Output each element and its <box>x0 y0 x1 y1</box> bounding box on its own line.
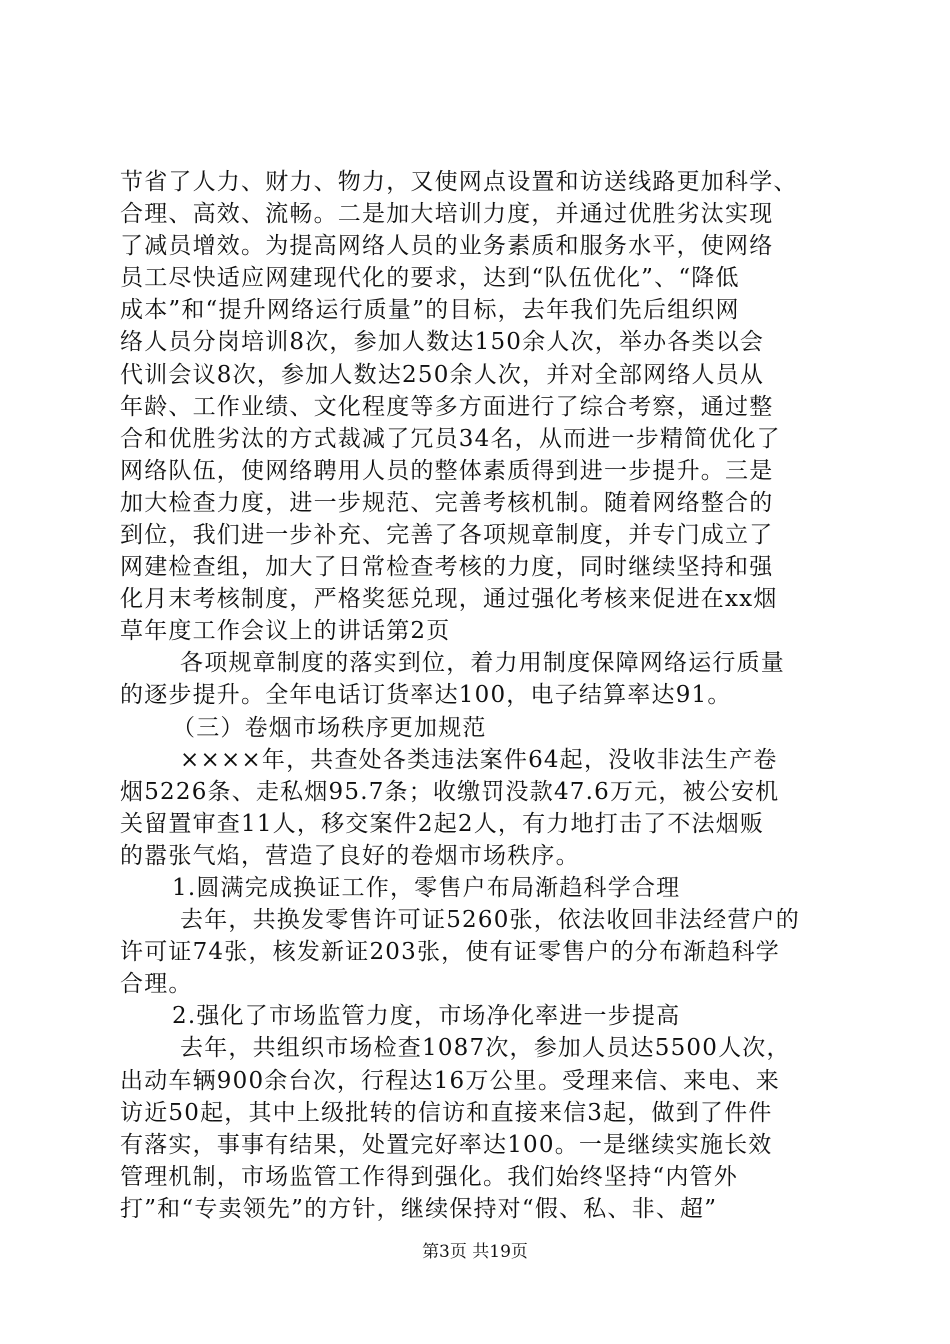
text-line: 合和优胜劣汰的方式裁减了冗员34名，从而进一步精简优化了 <box>120 426 781 452</box>
text-line: 去年，共换发零售许可证5260张，依法收回非法经营户的 <box>180 907 800 933</box>
text-line: 年龄、工作业绩、文化程度等多方面进行了综合考察，通过整 <box>120 394 774 420</box>
text-line: 有落实，事事有结果，处置完好率达100。一是继续实施长效 <box>120 1132 773 1158</box>
text-line: 节省了人力、财力、物力，又使网点设置和访送线路更加科学、 <box>120 169 798 195</box>
text-line: 访近50起，其中上级批转的信访和直接来信3起，做到了件件 <box>120 1100 773 1126</box>
text-line: 络人员分岗培训8次，参加人数达150余人次，举办各类以会 <box>120 329 765 355</box>
text-line: 关留置审查11人，移交案件2起2人，有力地打击了不法烟贩 <box>120 811 765 837</box>
text-line: 去年，共组织市场检查1087次，参加人员达5500人次， <box>180 1035 791 1061</box>
text-line: 管理机制，市场监管工作得到强化。我们始终坚持“内管外 <box>120 1164 738 1190</box>
text-line: 了减员增效。为提高网络人员的业务素质和服务水平，使网络 <box>120 233 774 259</box>
subsection-heading: 2.强化了市场监管力度，市场净化率进一步提高 <box>172 1003 681 1029</box>
text-line: 合理。 <box>120 971 193 997</box>
text-line: 成本”和“提升网络运行质量”的目标，去年我们先后组织网 <box>120 297 740 323</box>
text-line: 化月末考核制度，严格奖惩兑现，通过强化考核来促进在xx烟 <box>120 586 778 612</box>
text-line: 员工尽快适应网建现代化的要求，达到“队伍优化”、“降低 <box>120 265 740 291</box>
text-line: 打”和“专卖领先”的方针，继续保持对“假、私、非、超” <box>120 1196 718 1222</box>
text-line: 许可证74张，核发新证203张，使有证零售户的分布渐趋科学 <box>120 939 780 965</box>
text-line: ××××年，共查处各类违法案件64起，没收非法生产卷 <box>180 747 778 773</box>
text-line: 加大检查力度，进一步规范、完善考核机制。随着网络整合的 <box>120 490 774 516</box>
text-line: 草年度工作会议上的讲话第2页 <box>120 618 451 644</box>
subsection-heading: 1.圆满完成换证工作，零售户布局渐趋科学合理 <box>172 875 681 901</box>
section-heading: （三）卷烟市场秩序更加规范 <box>172 715 487 741</box>
text-line: 的嚣张气焰，营造了良好的卷烟市场秩序。 <box>120 843 580 869</box>
text-line: 网络队伍，使网络聘用人员的整体素质得到进一步提升。三是 <box>120 458 774 484</box>
text-line: 到位，我们进一步补充、完善了各项规章制度，并专门成立了 <box>120 522 774 548</box>
text-line: 各项规章制度的落实到位，着力用制度保障网络运行质量 <box>180 650 785 676</box>
text-line: 代训会议8次，参加人数达250余人次，并对全部网络人员从 <box>120 362 765 388</box>
text-line: 出动车辆900余台次，行程达16万公里。受理来信、来电、来 <box>120 1068 780 1094</box>
text-line: 的逐步提升。全年电话订货率达100，电子结算率达91。 <box>120 682 732 708</box>
text-line: 烟5226条、走私烟95.7条；收缴罚没款47.6万元，被公安机 <box>120 779 780 805</box>
page-footer: 第3页 共19页 <box>422 1242 528 1262</box>
text-line: 合理、高效、流畅。二是加大培训力度，并通过优胜劣汰实现 <box>120 201 774 227</box>
text-line: 网建检查组，加大了日常检查考核的力度，同时继续坚持和强 <box>120 554 774 580</box>
